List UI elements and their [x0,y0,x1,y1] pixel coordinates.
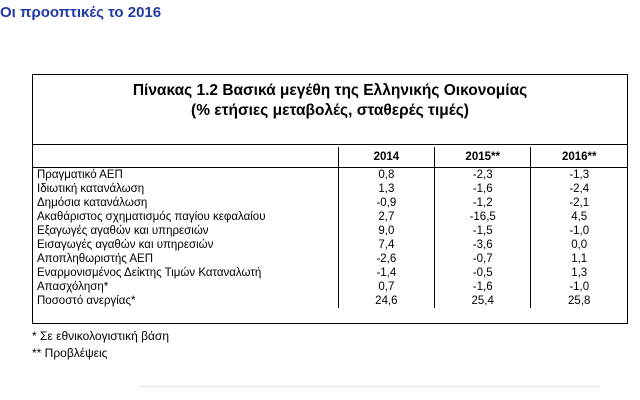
value-2015: -1,6 [434,182,531,196]
value-2014: 9,0 [338,224,434,238]
value-2014: -1,4 [338,266,434,280]
value-2016: -2,4 [531,182,627,196]
table-title-line2: (% ετήσιες μεταβολές, σταθερές τιμές) [191,102,469,119]
table-row [33,266,627,280]
row-label: Ακαθάριστος σχηματισμός παγίου κεφαλαίου [37,210,266,223]
footnote-national-accounts: * Σε εθνικολογιστική βάση [32,329,169,343]
value-2016: 0,0 [531,238,627,252]
table-row [33,280,627,294]
value-2015: -3,6 [434,238,531,252]
value-2016: -1,0 [531,280,627,294]
footnote-forecasts: ** Προβλέψεις [32,346,108,360]
value-2015: -2,3 [434,168,531,183]
header-2014: 2014 [338,147,434,168]
table-footnotes [32,328,169,362]
row-label: Δημόσια κατανάλωση [37,196,148,209]
value-2016: -1,0 [531,224,627,238]
row-label: Εναρμονισμένος Δείκτης Τιμών Καταναλωτή [37,266,262,279]
table-title-line1: Πίνακας 1.2 Βασικά μεγέθη της Ελληνικής Οικονομίας [132,82,528,99]
table-title [33,81,627,121]
value-2015: 25,4 [434,294,531,308]
header-2015: 2015** [434,147,531,168]
row-label: Εξαγωγές αγαθών και υπηρεσιών [37,224,209,237]
value-2015: -1,2 [434,196,531,210]
value-2014: 0,8 [338,168,434,183]
table-row [33,168,627,183]
title-separator [33,144,627,145]
value-2016: 4,5 [531,210,627,224]
value-2015: -0,7 [434,252,531,266]
indicators-table [33,147,627,308]
value-2016: 1,3 [531,266,627,280]
table-row [33,294,627,308]
table-body [33,168,627,309]
value-2016: -1,3 [531,168,627,183]
row-label: Ποσοστό ανεργίας* [37,294,136,307]
value-2014: 1,3 [338,182,434,196]
value-2016: 1,1 [531,252,627,266]
value-2014: 0,7 [338,280,434,294]
table-row [33,210,627,224]
row-label: Εισαγωγές αγαθών και υπηρεσιών [37,238,214,251]
table-row [33,238,627,252]
row-label: Απασχόληση* [37,280,109,293]
table-row [33,196,627,210]
table-row [33,224,627,238]
value-2016: -2,1 [531,196,627,210]
row-label: Αποπληθωριστής ΑΕΠ [37,252,154,265]
header-label [33,147,338,168]
row-label: Πραγματικό ΑΕΠ [37,168,123,181]
table-row [33,182,627,196]
value-2015: -16,5 [434,210,531,224]
value-2015: -1,6 [434,280,531,294]
table-row [33,252,627,266]
cropped-content-edge [140,386,600,393]
value-2014: 24,6 [338,294,434,308]
page-heading: Οι προοπτικές το 2016 [0,4,162,21]
economic-indicators-table-frame [32,74,628,324]
value-2014: -0,9 [338,196,434,210]
header-2016: 2016** [531,147,627,168]
value-2015: -1,5 [434,224,531,238]
value-2014: 7,4 [338,238,434,252]
row-label: Ιδιωτική κατανάλωση [37,182,145,195]
table-header-row [33,147,627,168]
value-2016: 25,8 [531,294,627,308]
value-2014: -2,6 [338,252,434,266]
value-2014: 2,7 [338,210,434,224]
value-2015: -0,5 [434,266,531,280]
